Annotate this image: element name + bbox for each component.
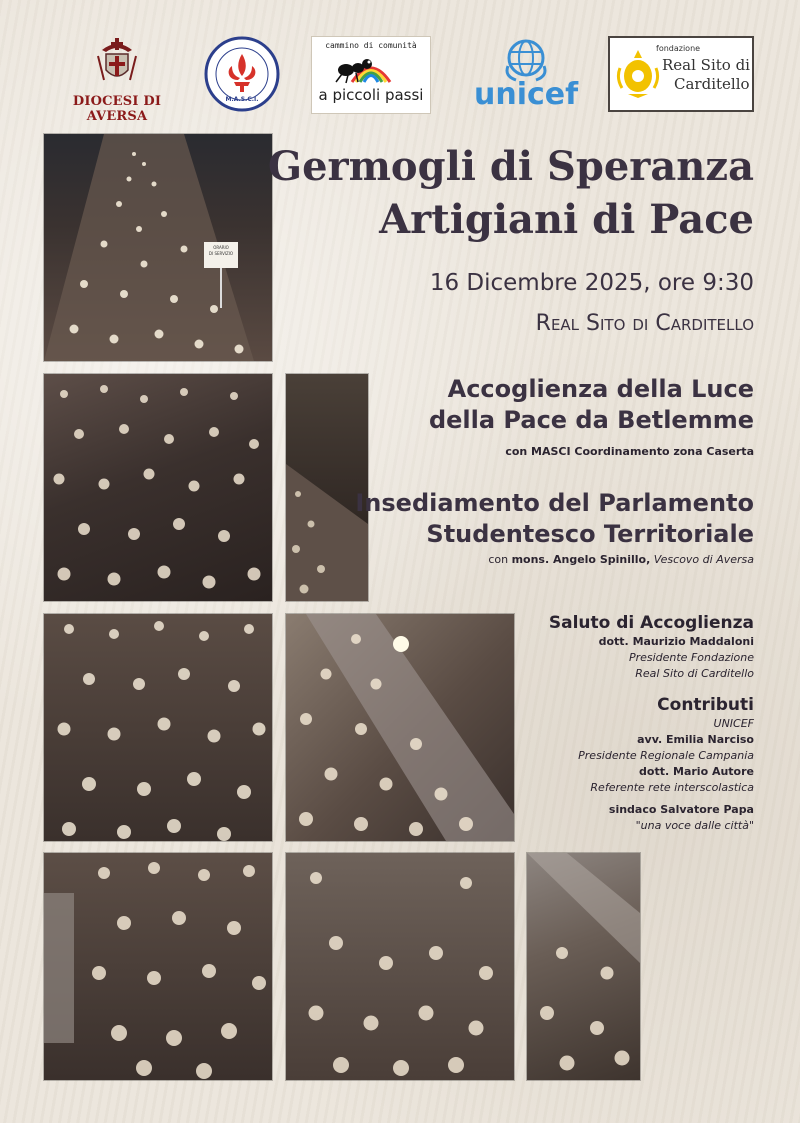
cammino-bottom-label: a piccoli passi bbox=[318, 86, 424, 104]
saluto-role-line1: Presidente Fondazione bbox=[628, 651, 754, 664]
section1-subtitle: con MASCI Coordinamento zona Caserta bbox=[505, 445, 754, 458]
contributi-block bbox=[578, 694, 754, 834]
real-sito-label: Real Sito di bbox=[662, 56, 750, 74]
contributi-p3-role: "una voce dalle città" bbox=[635, 819, 754, 832]
ant-rainbow-icon bbox=[312, 50, 430, 86]
fondazione-label: fondazione bbox=[656, 44, 701, 53]
photo-crowd-2 bbox=[44, 374, 272, 601]
section1-title bbox=[429, 374, 754, 436]
contributi-p1-name: avv. Emilia Narciso bbox=[637, 733, 754, 746]
unicef-logo bbox=[474, 36, 578, 116]
contributi-p2-name: dott. Mario Autore bbox=[639, 765, 754, 778]
saluto-block bbox=[549, 612, 754, 682]
section2-subtitle bbox=[488, 553, 754, 566]
diocese-logo bbox=[42, 36, 192, 124]
carditello-label: Carditello bbox=[674, 75, 750, 93]
contributi-p1-role: Presidente Regionale Campania bbox=[578, 749, 754, 762]
diocese-label: DIOCESI DI AVERSA bbox=[72, 94, 162, 124]
photo-crowd-4 bbox=[286, 614, 514, 841]
section2-sub-name: mons. Angelo Spinillo, bbox=[511, 553, 651, 566]
saluto-name: dott. Maurizio Maddaloni bbox=[598, 635, 754, 648]
coat-of-arms-icon bbox=[94, 36, 140, 88]
event-date: 16 Dicembre 2025, ore 9:30 bbox=[429, 270, 754, 296]
section2-title-line2: Studentesco Territoriale bbox=[426, 520, 754, 548]
contributi-heading: Contributi bbox=[657, 695, 754, 715]
unicef-globe-icon bbox=[502, 36, 550, 82]
unicef-label: unicef bbox=[474, 77, 579, 112]
carditello-logo bbox=[608, 36, 754, 112]
section2-title-line1: Insediamento del Parlamento bbox=[355, 489, 754, 517]
masci-short-label: M.A.S.C.I. bbox=[225, 96, 259, 103]
event-title-line1: Germogli di Speranza bbox=[267, 143, 754, 190]
cammino-logo bbox=[311, 36, 431, 114]
section2-sub-role: Vescovo di Aversa bbox=[653, 553, 754, 566]
contributi-p2-role: Referente rete interscolastica bbox=[590, 781, 754, 794]
gold-crest-icon bbox=[616, 48, 660, 100]
section2-title bbox=[355, 488, 754, 550]
section1-title-line2: della Pace da Betlemme bbox=[428, 406, 754, 434]
event-title-line2: Artigiani di Pace bbox=[379, 196, 754, 243]
contributi-org: UNICEF bbox=[713, 717, 754, 730]
event-venue: Real Sito di Carditello bbox=[535, 311, 754, 336]
section1-title-line1: Accoglienza della Luce bbox=[447, 375, 754, 403]
photo-crowd-5 bbox=[44, 853, 272, 1080]
photo-crowd-3 bbox=[44, 614, 272, 841]
saluto-role-line2: Real Sito di Carditello bbox=[635, 667, 754, 680]
contributi-p3-name: sindaco Salvatore Papa bbox=[608, 803, 754, 816]
photo-crowd-7 bbox=[527, 853, 640, 1080]
photo-sign-line1: ORARIO bbox=[213, 245, 229, 250]
cammino-top-label: cammino di comunità bbox=[325, 41, 417, 50]
photo-sign-line2: DI SERVIZIO bbox=[208, 251, 234, 256]
section2-sub-prefix: con bbox=[488, 553, 512, 566]
photo-procession-road bbox=[44, 134, 272, 361]
masci-logo bbox=[204, 36, 280, 112]
saluto-heading: Saluto di Accoglienza bbox=[548, 613, 754, 633]
event-title bbox=[268, 140, 754, 246]
photo-crowd-6 bbox=[286, 853, 514, 1080]
